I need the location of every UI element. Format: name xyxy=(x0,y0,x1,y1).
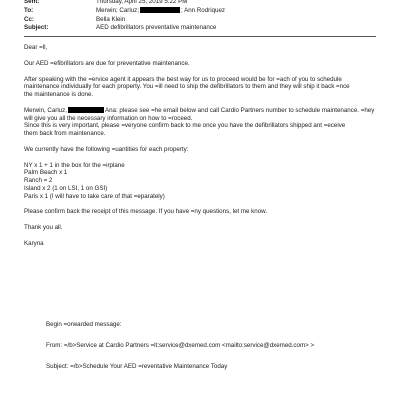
signature: Karyna xyxy=(24,239,44,247)
sent-row xyxy=(24,0,384,7)
paragraph-line: Since this is very important, please =veryone confirm back to me once you have the defibrillators shipped ant =eceive xyxy=(24,122,346,130)
action-text: Ana: please see =he email below and call Cardio Partners number to schedule maintenance. =hey xyxy=(104,106,375,114)
recipients-text: Merwin, Carluz, xyxy=(24,106,67,114)
email-header xyxy=(24,0,384,32)
sent-label: Sent: xyxy=(24,0,40,6)
paragraph-line: After speaking with the =ervice agent it appears the best way for us to proceed would be for =ach of you to schedule xyxy=(24,75,342,83)
paragraph-line: will give you all the necessary information on how to =roceed. xyxy=(24,114,193,122)
sent-value: Thursday, April 25, 2019 5:22 PM xyxy=(96,0,188,6)
paragraph-line: the maintenance is done. xyxy=(24,91,94,98)
property-list xyxy=(24,162,384,201)
list-item: Paris x 1 (I will have to take care of that =eparately) xyxy=(24,192,165,200)
paragraph-line xyxy=(24,107,384,115)
list-item: NY x 1 + 1 in the box for the =irplane xyxy=(24,161,125,169)
greeting: Dear =ll, xyxy=(24,44,48,51)
list-item: Island x 2 (1 on LSI, 1 on GSI) xyxy=(24,184,108,192)
to-label: To: xyxy=(24,7,34,15)
redaction-box xyxy=(68,107,104,113)
paragraph-intro: Our AED =efibrillators are due for preventative maintenance. xyxy=(24,59,190,67)
paragraph-confirm: Please confirm back the receipt of this message. If you have =ny questions, let me know. xyxy=(24,208,267,216)
cc-row xyxy=(24,15,384,24)
paragraph-action xyxy=(24,107,384,138)
forwarded-from: From: =/b>Service at Cardio Partners =lt;service@dxemed.com <mailto:service@dxemed.com> > xyxy=(46,341,315,349)
list-item: Ranch = 2 xyxy=(24,177,53,184)
to-recipients-after: ; Ann Rodriquez xyxy=(180,7,226,15)
forwarded-message xyxy=(46,321,386,383)
forwarded-subject: Subject: =/b>Schedule Your AED =reventative Maintenance Today xyxy=(46,362,228,370)
paragraph-quantities: We currently have the following =uantities for each property: xyxy=(24,145,189,153)
redaction-box xyxy=(140,7,180,13)
subject-row xyxy=(24,24,384,33)
paragraph-line: them back from maintenance. xyxy=(24,130,106,137)
subject-label: Subject: xyxy=(24,24,49,32)
subject-value: AED defibrillators preventative maintenance xyxy=(96,24,217,32)
list-item: Palm Beach x 1 xyxy=(24,169,68,177)
to-value xyxy=(96,7,384,15)
forwarded-begin: Begin =orwarded message: xyxy=(46,321,122,328)
thanks: Thank you all. xyxy=(24,224,63,231)
cc-value: Bella Klein xyxy=(96,15,126,23)
to-row xyxy=(24,7,384,16)
header-divider xyxy=(24,36,376,37)
paragraph-instructions xyxy=(24,76,384,99)
to-recipients-before: Merwin; Carluz; xyxy=(96,7,139,15)
cc-label: Cc: xyxy=(24,15,34,23)
paragraph-line: maintenance individually for each property. You =ill need to ship the defibrillators to them and they will ship it back =nce xyxy=(24,83,350,91)
email-body xyxy=(24,44,384,256)
